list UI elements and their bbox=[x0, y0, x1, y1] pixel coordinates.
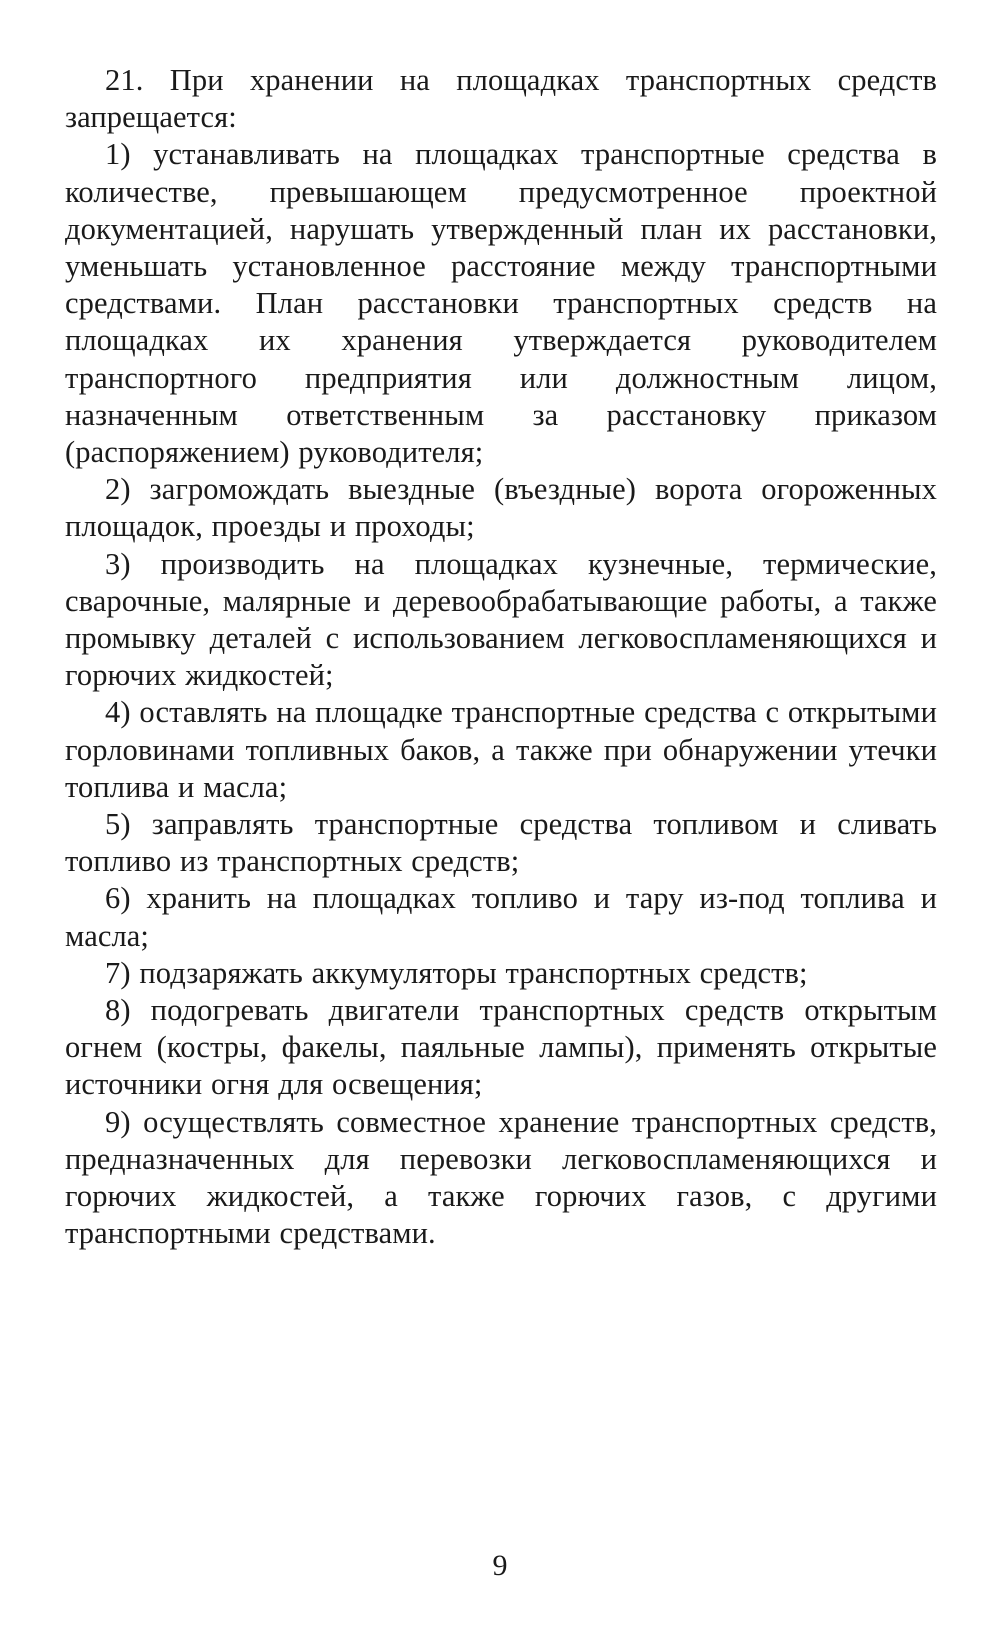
list-item-9: 9) осуществлять совместное хранение транспортных средств, предназначенных для перевозки легковоспламеняющихся и горючих жидкостей, а также горючих газов, с другими транспортными средствами. bbox=[65, 1104, 937, 1251]
list-item-4: 4) оставлять на площадке транспортные средства с открытыми горловинами топливных баков, а также при обнаружении утечки топлива и масла; bbox=[65, 695, 937, 804]
list-item-3: 3) производить на площадках кузнечные, термические, сварочные, малярные и деревообрабатывающие работы, а также промывку деталей с использованием легковоспламеняющихся и горючих жидкостей; bbox=[65, 546, 937, 693]
list-item-8: 8) подогревать двигатели транспортных средств открытым огнем (костры, факелы, паяльные лампы), применять открытые источники огня для освещения; bbox=[65, 993, 937, 1102]
list-item-5: 5) заправлять транспортные средства топливом и сливать топливо из транспортных средств; bbox=[65, 807, 937, 879]
page-body bbox=[65, 62, 937, 1253]
page-number: 9 bbox=[492, 1549, 508, 1582]
list-item-2: 2) загромождать выездные (въездные) ворота огороженных площадок, проезды и проходы; bbox=[65, 472, 937, 544]
list-item-7: 7) подзаряжать аккумуляторы транспортных средств; bbox=[105, 955, 808, 990]
list-item-1: 1) устанавливать на площадках транспортные средства в количестве, превышающем предусмотренное проектной документацией, нарушать утвержденный план их расстановки, уменьшать установленное расстояние между транспортными средствами. План расстановки транспортных средств на площадках их хранения утверждается руководителем транспортного предприятия или должностным лицом, назначенным ответственным за расстановку приказом (распоряжением) руководителя; bbox=[65, 137, 937, 470]
list-item-6: 6) хранить на площадках топливо и тару из-под топлива и масла; bbox=[65, 881, 937, 953]
section-intro: 21. При хранении на площадках транспортных средств запрещается: bbox=[65, 63, 937, 135]
